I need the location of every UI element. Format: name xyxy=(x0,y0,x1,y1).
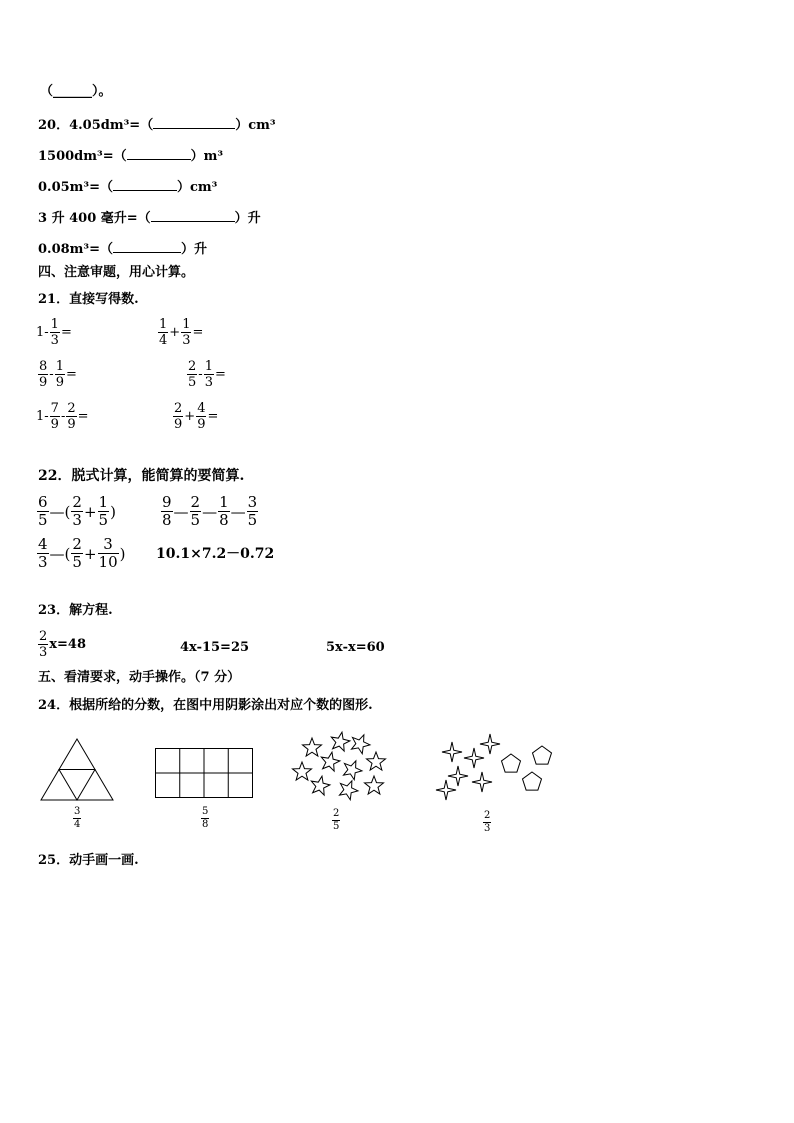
numerator: 2 xyxy=(484,810,491,821)
numerator: 3 xyxy=(247,493,258,511)
equals: = xyxy=(192,325,204,340)
equals: = xyxy=(65,367,77,382)
q21-item-4 xyxy=(186,359,226,390)
denominator: 3 xyxy=(204,375,213,390)
q22-expr-2 xyxy=(160,494,259,529)
denominator: 3 xyxy=(39,645,48,660)
equals: = xyxy=(207,409,219,424)
numerator: 2 xyxy=(333,808,340,819)
q20-line-1 xyxy=(38,116,276,134)
q25-title: 25．动手画一画. xyxy=(38,853,139,868)
q24-fraction-1 xyxy=(73,806,81,831)
numerator: 7 xyxy=(50,401,59,416)
fraction xyxy=(71,494,83,529)
fraction xyxy=(247,494,259,529)
section-5-title: 五、看清要求，动手操作。（7 分） xyxy=(38,670,241,685)
denominator: 9 xyxy=(197,417,206,432)
denominator: 9 xyxy=(50,417,59,432)
fraction xyxy=(71,536,83,571)
answer-blank[interactable] xyxy=(113,240,181,253)
fraction xyxy=(98,494,110,529)
prefix: 1- xyxy=(36,325,49,340)
answer-blank[interactable] xyxy=(127,147,191,160)
denominator: 4 xyxy=(159,333,168,348)
four-point-star-shape xyxy=(436,780,456,800)
star-shape xyxy=(331,732,350,751)
q22-expr-3 xyxy=(36,536,125,571)
star-shape xyxy=(343,761,362,780)
equals: = xyxy=(214,367,226,382)
q21-item-5 xyxy=(36,401,89,432)
stars-figure[interactable] xyxy=(290,730,390,804)
q22-expr-1 xyxy=(36,494,116,529)
operator: + xyxy=(83,544,97,563)
subdivided-triangle-figure[interactable] xyxy=(40,738,114,802)
q20-line-5 xyxy=(38,240,207,258)
q20-line-1-left: 4.05dm³=（ xyxy=(69,118,154,133)
fraction xyxy=(55,359,65,390)
q22-title: 22．脱式计算，能简算的要简算. xyxy=(38,468,245,484)
fraction xyxy=(181,317,191,348)
star-shape xyxy=(302,738,321,756)
section-4-title: 四、注意审题，用心计算。 xyxy=(38,265,195,280)
denominator: 5 xyxy=(190,511,201,529)
sparkles-and-pentagons-figure[interactable] xyxy=(434,734,558,804)
q21-title: 21．直接写得数. xyxy=(38,292,139,307)
q20-line-3 xyxy=(38,178,217,196)
numerator: 2 xyxy=(174,401,183,416)
q23-equation-3: 5x-x=60 xyxy=(326,640,385,655)
answer-blank[interactable] xyxy=(151,209,235,222)
numerator: 2 xyxy=(72,493,82,511)
numerator: 9 xyxy=(162,493,172,511)
denominator: 3 xyxy=(484,823,491,834)
fraction xyxy=(37,536,49,571)
operator: —( xyxy=(49,502,71,521)
q20-line-5-right: ）升 xyxy=(181,242,208,257)
fraction xyxy=(38,629,48,660)
fraction xyxy=(37,494,49,529)
q20-line-4-right: ）升 xyxy=(234,211,261,226)
fraction xyxy=(187,359,197,390)
fraction xyxy=(38,359,48,390)
fraction xyxy=(204,359,214,390)
q20-line-2-left: 1500dm³=（ xyxy=(38,149,127,164)
numerator: 3 xyxy=(103,535,113,553)
q19-answer-tail: （______）。 xyxy=(40,84,112,99)
star-shape xyxy=(311,776,330,795)
star-shape xyxy=(321,752,340,771)
operator: — xyxy=(202,502,218,521)
denominator: 8 xyxy=(219,511,229,529)
denominator: 4 xyxy=(74,819,81,830)
numerator: 1 xyxy=(159,317,168,332)
four-point-star-shape xyxy=(464,748,484,768)
denominator: 3 xyxy=(72,511,82,529)
q24-fraction-3 xyxy=(332,808,340,833)
q23-equation-2: 4x-15=25 xyxy=(180,640,250,655)
denominator: 5 xyxy=(72,553,82,571)
pentagon-shape xyxy=(501,754,520,772)
numerator: 3 xyxy=(74,806,81,817)
operator: —( xyxy=(49,544,71,563)
numerator: 6 xyxy=(38,493,48,511)
operator: ) xyxy=(119,544,126,563)
pentagon-shape xyxy=(522,772,541,790)
four-point-star-shape xyxy=(480,734,500,754)
denominator: 3 xyxy=(38,553,48,571)
fraction xyxy=(50,401,60,432)
numerator: 1 xyxy=(98,493,109,511)
numerator: 1 xyxy=(204,359,213,374)
inner-triangle xyxy=(59,770,95,801)
denominator: 8 xyxy=(202,819,209,830)
denominator: 5 xyxy=(38,511,48,529)
fraction xyxy=(66,401,76,432)
denominator: 8 xyxy=(162,511,172,529)
equals: = xyxy=(60,325,72,340)
rectangle-grid-figure[interactable] xyxy=(155,748,253,798)
fraction xyxy=(173,401,183,432)
numerator: 2 xyxy=(67,401,76,416)
denominator: 5 xyxy=(247,511,258,529)
q24-title: 24．根据所给的分数，在图中用阴影涂出对应个数的图形. xyxy=(38,698,373,713)
four-point-star-shape xyxy=(442,742,462,762)
q21-item-1 xyxy=(36,317,72,348)
denominator: 3 xyxy=(182,333,191,348)
numerator: 2 xyxy=(188,359,197,374)
four-point-star-shape xyxy=(472,772,492,792)
fraction xyxy=(196,401,206,432)
q23-title: 23．解方程. xyxy=(38,603,113,618)
equation-rest: x=48 xyxy=(49,637,87,652)
q20-number: 20． xyxy=(38,118,70,133)
operator: - xyxy=(60,409,66,424)
answer-blank[interactable] xyxy=(153,116,235,129)
operator: - xyxy=(198,367,203,382)
answer-blank[interactable] xyxy=(113,178,177,191)
numerator: 4 xyxy=(38,535,48,553)
equals: = xyxy=(77,409,89,424)
star-shape xyxy=(366,752,385,770)
numerator: 1 xyxy=(50,317,59,332)
q24-fraction-4 xyxy=(483,810,491,835)
star-shape xyxy=(339,781,358,800)
operator: ) xyxy=(110,502,116,521)
denominator: 5 xyxy=(98,511,109,529)
q20-line-2 xyxy=(38,147,223,165)
denominator: 9 xyxy=(39,375,48,390)
q20-line-4-left: 3 升 400 毫升=（ xyxy=(38,211,151,226)
operator: + xyxy=(169,325,181,340)
numerator: 1 xyxy=(182,317,191,332)
q20-line-5-left: 0.08m³=（ xyxy=(38,242,114,257)
operator: + xyxy=(83,502,97,521)
q20-line-3-left: 0.05m³=（ xyxy=(38,180,114,195)
fraction xyxy=(218,494,230,529)
denominator: 9 xyxy=(55,375,64,390)
denominator: 9 xyxy=(67,417,76,432)
numerator: 2 xyxy=(190,493,201,511)
fraction xyxy=(50,317,60,348)
operator: - xyxy=(49,367,54,382)
q20-line-3-right: ）cm³ xyxy=(177,180,218,195)
q24-fraction-2 xyxy=(201,806,209,831)
fraction xyxy=(98,536,119,571)
q23-equation-1 xyxy=(37,629,86,660)
numerator: 2 xyxy=(39,629,48,644)
star-shape xyxy=(351,735,370,754)
q20-line-1-right: ）cm³ xyxy=(235,118,276,133)
numerator: 8 xyxy=(39,359,48,374)
star-shape xyxy=(292,762,311,780)
q21-item-2 xyxy=(157,317,203,348)
q22-expr-4: 10.1×7.2－0.72 xyxy=(156,546,275,562)
star-shape xyxy=(364,776,383,794)
operator: — xyxy=(173,502,189,521)
four-point-star-shape xyxy=(448,766,468,786)
numerator: 1 xyxy=(219,493,229,511)
denominator: 5 xyxy=(188,375,197,390)
numerator: 5 xyxy=(202,806,209,817)
q21-item-3 xyxy=(37,359,77,390)
denominator: 3 xyxy=(50,333,59,348)
q20-line-2-right: ）m³ xyxy=(190,149,224,164)
fraction xyxy=(190,494,202,529)
denominator: 10 xyxy=(98,553,118,571)
q21-item-6 xyxy=(172,401,218,432)
numerator: 4 xyxy=(197,401,206,416)
numerator: 2 xyxy=(72,535,82,553)
operator: — xyxy=(230,502,246,521)
prefix: 1- xyxy=(36,409,49,424)
pentagon-shape xyxy=(532,746,551,764)
q20-line-4 xyxy=(38,209,261,227)
denominator: 5 xyxy=(333,821,340,832)
denominator: 9 xyxy=(174,417,183,432)
fraction xyxy=(161,494,173,529)
numerator: 1 xyxy=(55,359,64,374)
operator: + xyxy=(184,409,196,424)
fraction xyxy=(158,317,168,348)
